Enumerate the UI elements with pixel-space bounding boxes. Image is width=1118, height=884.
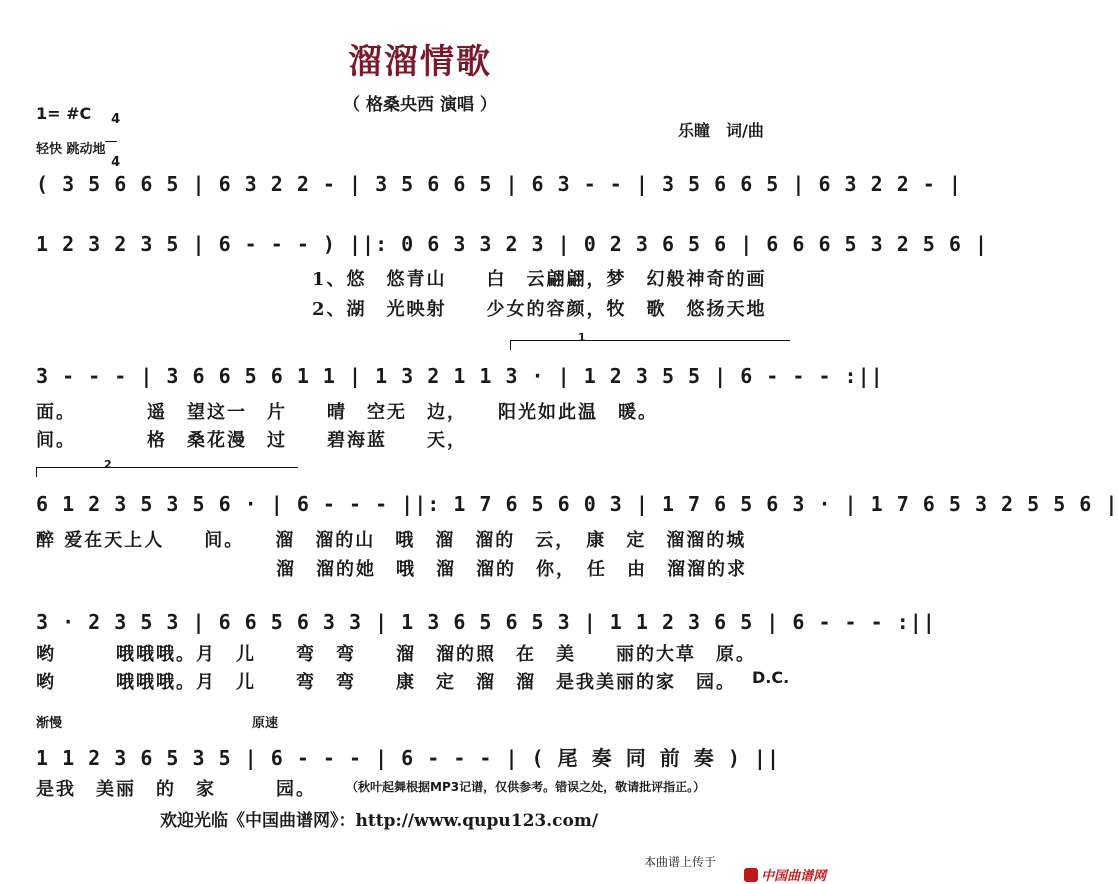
- transcription-note: （秋叶起舞根据MP3记谱，仅供参考。错误之处，敬请批评指正。）: [346, 780, 706, 794]
- upload-note: 本曲谱上传于: [644, 855, 717, 869]
- song-title: 溜溜情歌: [348, 42, 492, 82]
- volta-bracket-1: [510, 340, 790, 341]
- performer-credit: （ 格桑央西 演唱 ）: [343, 95, 497, 115]
- volta-bracket-2-tick: [36, 467, 37, 477]
- lyric-row-6-verse-1: 是我 美丽 的 家 园。: [36, 779, 316, 800]
- lyric-row-4-verse-2: 溜 溜的她 哦 溜 溜的 你， 任 由 溜溜的求: [36, 559, 747, 580]
- lyric-row-3-verse-1: 面。 遥 望这一 片 晴 空无 边， 阳光如此温 暖。: [36, 402, 658, 423]
- meter-top: 4: [111, 112, 121, 127]
- volta-number-1: 1: [578, 331, 586, 344]
- lyric-row-5-verse-2: 哟 哦哦哦。月 儿 弯 弯 康 定 溜 溜 是我美丽的家 园。: [36, 672, 736, 693]
- volta-bracket-1-tick: [510, 340, 511, 350]
- notation-row-5: 3 · 2 3 5 3 | 6 6 5 6 3 3 | 1 3 6 5 6 5 3 | 1 1 2 3 6 5 | 6 - - - :||: [36, 610, 936, 634]
- da-capo-mark: D.C.: [752, 668, 790, 687]
- volta-bracket-2: [36, 467, 298, 468]
- tempo-marking: 轻快 跳动地: [36, 142, 106, 157]
- lyric-row-2-verse-2: 2、湖 光映射 少女的容颜，牧 歌 悠扬天地: [312, 299, 767, 320]
- a-tempo-mark: 原速: [252, 716, 279, 731]
- notation-row-2: 1 2 3 2 3 5 | 6 - - - ) ||: 0 6 3 3 2 3 | 0 2 3 6 5 6 | 6 6 6 5 3 2 5 6 |: [36, 232, 988, 256]
- site-logo: [735, 850, 826, 884]
- key-signature: 1= #C: [36, 104, 92, 123]
- lyric-row-2-verse-1: 1、悠 悠青山 白 云翩翩，梦 幻般神奇的画: [312, 269, 767, 290]
- lyric-row-5-verse-1: 哟 哦哦哦。月 儿 弯 弯 溜 溜的照 在 美 丽的大草 原。: [36, 644, 756, 665]
- notation-row-3: 3 - - - | 3 6 6 5 6 1 1 | 1 3 2 1 1 3 · | 1 2 3 5 5 | 6 - - - :||: [36, 364, 884, 388]
- notation-row-1: ( 3 5 6 6 5 | 6 3 2 2 - | 3 5 6 6 5 | 6 3 - - | 3 5 6 6 5 | 6 3 2 2 - |: [36, 172, 962, 196]
- notation-row-4: 6 1 2 3 5 3 5 6 · | 6 - - - ||: 1 7 6 5 6 0 3 | 1 7 6 5 6 3 · | 1 7 6 5 3 2 5 5 6 |: [36, 492, 1118, 516]
- site-welcome-line: 欢迎光临《中国曲谱网》：http://www.qupu123.com/: [160, 811, 599, 831]
- time-signature: [102, 99, 120, 170]
- lyric-row-4-verse-1: 醉 爱在天上人 间。 溜 溜的山 哦 溜 溜的 云， 康 定 溜溜的城: [36, 530, 747, 551]
- notation-row-6: 1 1 2 3 6 5 3 5 | 6 - - - | 6 - - - | ( 尾 奏 同 前 奏 ) ||: [36, 746, 781, 770]
- ritardando-mark: 渐慢: [36, 716, 63, 731]
- meter-bottom: 4: [111, 155, 121, 170]
- logo-text: 中国曲谱网: [761, 869, 827, 884]
- lyric-row-3-verse-2: 间。 格 桑花漫 过 碧海蓝 天，: [36, 430, 467, 451]
- volta-number-2: 2: [104, 458, 112, 471]
- composer-credit: 乐瞳 词/曲: [678, 121, 764, 140]
- logo-icon: [744, 868, 758, 882]
- meter-divider: [105, 141, 117, 142]
